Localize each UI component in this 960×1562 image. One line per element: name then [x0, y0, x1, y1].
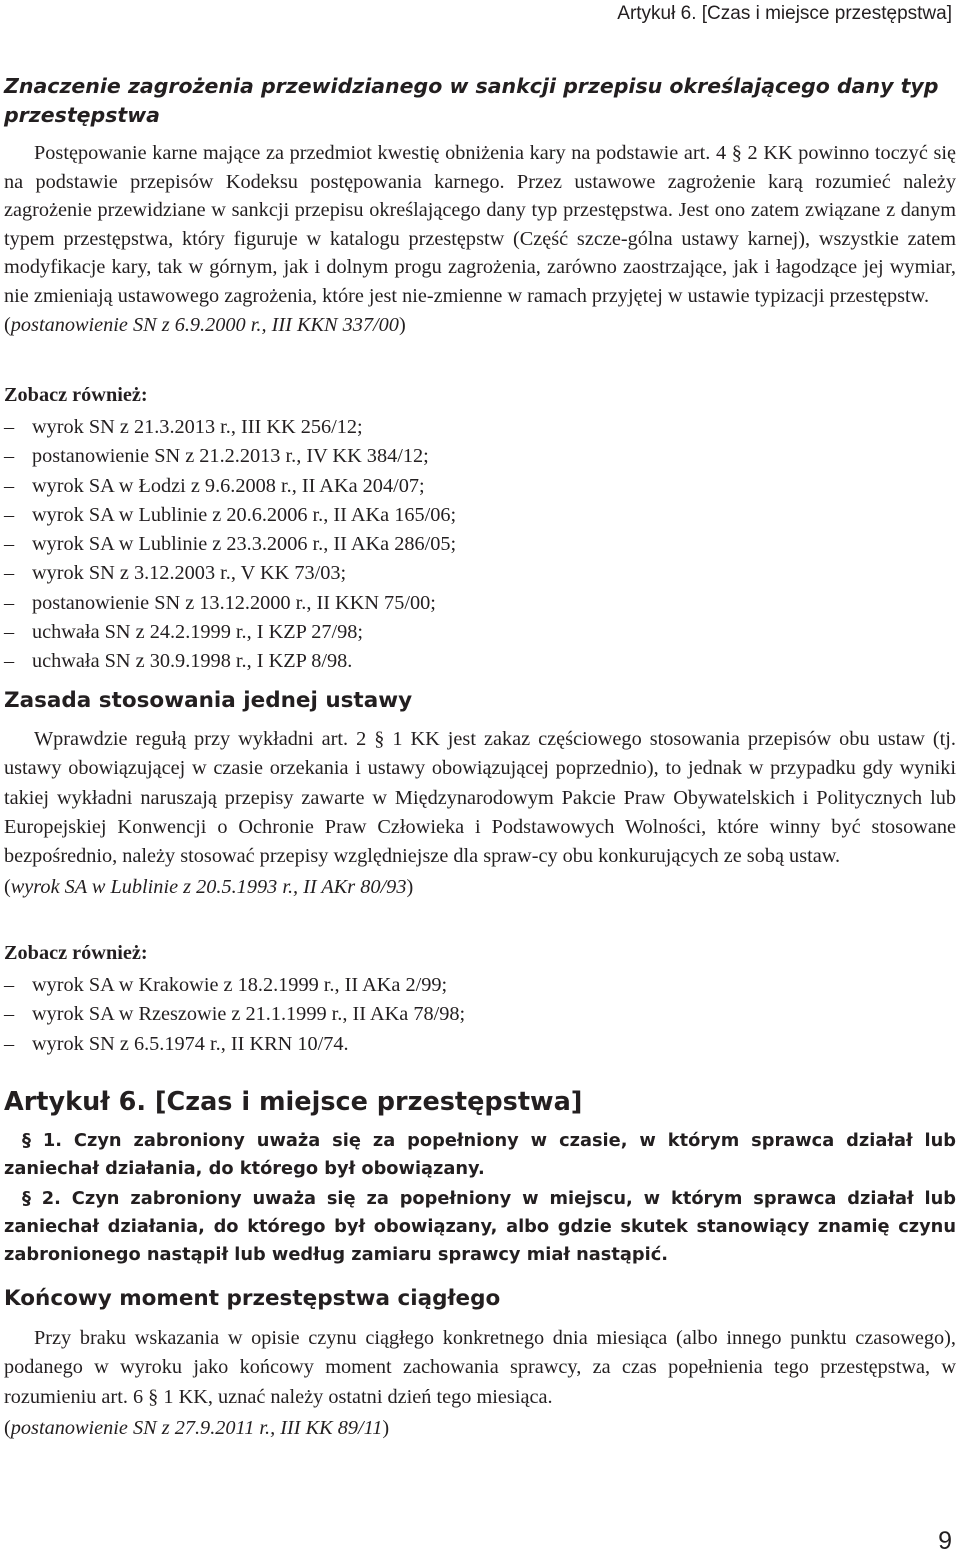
citation-text: postanowienie SN z 27.9.2011 r., III KK 89/11 [10, 1416, 383, 1439]
see-also-label: Zobacz również: [4, 942, 148, 964]
list-item: – postanowienie SN z 13.12.2000 r., II KKN 75/00; [4, 591, 436, 614]
section-heading-continuous-offence: Końcowy moment przestępstwa ciągłego [4, 1286, 501, 1311]
list-item: – wyrok SN z 3.12.2003 r., V KK 73/03; [4, 562, 347, 585]
paragraph-line: gólna ustawy karnej), wszystkie zatem modyfikacje kary, tak w górnym, jak i dolnym progu zagrożenia, [4, 227, 956, 279]
list-item: – wyrok SA w Lublinie z 20.6.2006 r., II AKa 165/06; [4, 503, 457, 526]
citation: (postanowienie SN z 6.9.2000 r., III KKN 337/00) [4, 313, 406, 336]
see-also-list [4, 413, 956, 677]
paragraph-line: toczyć się na podstawie przepisów Kodeksu postępowania karnego. Przez ustawowe zagrożenie karą [4, 142, 956, 193]
citation: (wyrok SA w Lublinie z 20.5.1993 r., II AKr 80/93) [4, 876, 414, 899]
list-item: – uchwała SN z 30.9.1998 r., I KZP 8/98. [4, 650, 353, 673]
citation: (postanowienie SN z 27.9.2011 r., III KK 89/11) [4, 1416, 390, 1439]
document-page [4, 0, 956, 1562]
paragraph-line: ono zatem związane z danym typem przestępstwa, który figuruje w katalogu przestępstw (Część szcze- [4, 199, 956, 250]
see-also-block [4, 384, 956, 677]
list-item: – wyrok SA w Krakowie z 18.2.1999 r., II AKa 2/99; [4, 974, 448, 996]
article-title: Artykuł 6. [Czas i miejsce przestępstwa] [4, 1087, 583, 1117]
ruling-one-statute [4, 725, 956, 901]
see-also-list [4, 971, 956, 1059]
running-header: Artykuł 6. [Czas i miejsce przestępstwa] [617, 3, 952, 24]
section-heading-one-statute: Zasada stosowania jednej ustawy [4, 688, 413, 713]
see-also-label: Zobacz również: [4, 384, 148, 406]
section-heading-threat: Znaczenie zagrożenia przewidzianego w sankcji przepisu określającego dany typ przestępstwa [4, 74, 939, 127]
citation-text: postanowienie SN z 6.9.2000 r., III KKN 337/00 [10, 313, 399, 336]
list-item: – wyrok SA w Rzeszowie z 21.1.1999 r., II AKa 78/98; [4, 1003, 466, 1026]
ruling-paragraph [4, 139, 956, 311]
list-item: – wyrok SA w Łodzi z 9.6.2008 r., II AKa 204/07; [4, 474, 425, 497]
article-paragraph-2: § 2. Czyn zabroniony uważa się za popełniony w miejscu, w którym sprawca działał lub zaniechał działania, do którego był obowiązany, albo gdzie skutek stanowiący znamię czynu zabronionego nastąpił lub według zamiaru sprawcy miał nastąpić. [4, 1188, 956, 1265]
ruling-continuous-offence [4, 1324, 956, 1442]
list-item: – postanowienie SN z 21.2.2013 r., IV KK 384/12; [4, 445, 429, 468]
article-paragraph-1: § 1. Czyn zabroniony uważa się za popełniony w czasie, w którym sprawca działał lub zaniechał działania, do którego był obowiązany. [4, 1130, 956, 1179]
list-item: – wyrok SN z 21.3.2013 r., III KK 256/12; [4, 416, 363, 438]
ruling-paragraph: Przy braku wskazania w opisie czynu ciągłego konkretnego dnia miesiąca (albo innego punktu czasowego), podanego w wyroku jako końcowy moment zachowania sprawcy, za czas popełnienia tego przestępstwa, w rozumieniu art. 6 § 1 KK, uznać należy ostatni dzień tego miesiąca. [4, 1327, 956, 1408]
paragraph-line: rozumieć należy zagrożenie przewidziane w sankcji przepisu określającego dany typ przestępstwa. Jest [4, 170, 956, 222]
ruling-threat [4, 139, 956, 339]
page-number: 9 [938, 1527, 952, 1555]
citation-text: wyrok SA w Lublinie z 20.5.1993 r., II AKr 80/93 [10, 876, 407, 899]
paragraph-line: Postępowanie karne mające za przedmiot kwestię obniżenia kary na podstawie art. 4 § 2 KK powinno [34, 142, 870, 164]
paragraph-line: zmienne w ramach przyjętej w ustawie typizacji przestępstw. [433, 284, 930, 307]
list-item: – wyrok SN z 6.5.1974 r., II KRN 10/74. [4, 1032, 349, 1055]
see-also-block [4, 942, 956, 1059]
list-item: – uchwała SN z 24.2.1999 r., I KZP 27/98; [4, 621, 364, 644]
list-item: – wyrok SA w Lublinie z 23.3.2006 r., II AKa 286/05; [4, 533, 457, 556]
ruling-paragraph: Wprawdzie regułą przy wykładni art. 2 § 1 KK jest zakaz częściowego stosowania przepisów obu ustaw (tj. ustawy obowiązującej w czasie orzekania i ustawy obowiązującej poprzednio), to jednak w przypadku gdy wyniki takiej wykładni naruszają przepisy zawarte w Międzynarodowym Pakcie Praw Obywatelskich i Politycznych lub Europejskiej Konwencji o Ochronie Praw Człowieka i Podstawowych Wolności, które winny być stosowane bezpośrednio, należy stosować przepisy względniejsze dla spraw-cy obu konkurujących ze sobą ustaw. [4, 728, 956, 868]
paragraph-line: zarówno zaostrzające, jak i łagodzące jej wymiar, nie zmieniają ustawowego zagrożenia, które jest nie- [4, 256, 956, 307]
